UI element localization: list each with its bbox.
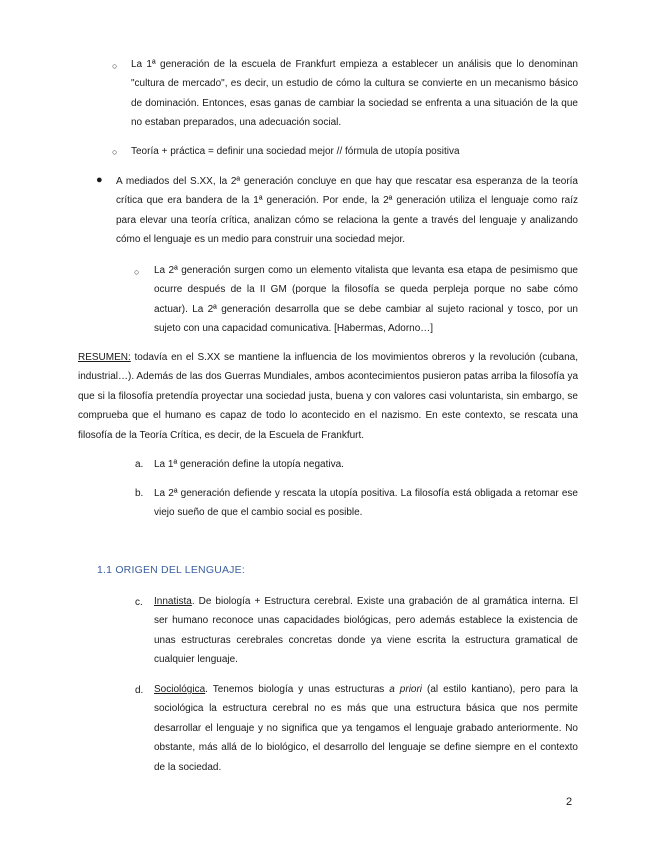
paragraph-text-2: (al estilo kantiano), pero para la sociológica la estructura cerebral no es más que una estructura básica que nos permite desarrollar el lenguaje y no significa que ya tengamos el lenguaje grabado anteriormente. No obstante, más allá de lo biológico, el desarrollo del lenguaje se define siempre en el contexto de la sociedad. xyxy=(154,684,578,773)
list-marker-b: b. xyxy=(135,488,144,499)
list-item-a xyxy=(154,455,578,474)
resumen-text: todavía en el S.XX se mantiene la influencia de los movimientos obreros y la revolución (cubana, industrial…). Además de las dos Guerras Mundiales, ambos acontecimientos pusieron patas arriba la filosofía ya que si la filosofía pretendía proyectar una sociedad justa, buena y con valores casi voluntarista, sin embargo, se comprueba que el humano es capaz de todo lo acontecido en el nazismo. En este contexto, se rescata una filosofía de la Teoría Crítica, es decir, de la Escuela de Frankfurt. xyxy=(78,352,578,441)
list-marker-c: c. xyxy=(135,597,143,608)
hollow-bullet-icon: ○ xyxy=(112,147,118,157)
sub-bullet-paragraph-1 xyxy=(131,55,578,133)
hollow-bullet-icon: ○ xyxy=(112,61,118,71)
sub-bullet-paragraph-3 xyxy=(154,261,578,339)
page-number: 2 xyxy=(566,796,573,808)
paragraph-text: La 1ª generación define la utopía negativa. xyxy=(154,459,344,470)
hollow-bullet-icon: ○ xyxy=(134,267,140,277)
list-item-b xyxy=(154,484,578,523)
section-heading: 1.1 ORIGEN DEL LENGUAJE: xyxy=(97,564,245,576)
resumen-paragraph xyxy=(78,348,578,445)
term-sociologica: Sociológica xyxy=(154,684,206,695)
paragraph-text-1: . Tenemos biología y unas estructuras xyxy=(205,684,390,695)
paragraph-text: . De biología + Estructura cerebral. Existe una grabación de al gramática interna. El ser humano reconoce unas capacidades biológicas, pero además establece la existencia de unas estructuras cerebrales concretas donde ya viene escrita la estructura gramatical de cualquier lenguaje. xyxy=(154,596,578,666)
italic-a-priori: a priori xyxy=(389,684,423,695)
list-marker-d: d. xyxy=(135,685,144,696)
filled-bullet-icon: ● xyxy=(96,174,103,186)
paragraph-text: La 2ª generación defiende y rescata la utopía positiva. La filosofía está obligada a retomar ese viejo sueño de que el cambio social es posible. xyxy=(154,488,578,519)
list-item-c xyxy=(154,592,578,670)
paragraph-text: Teoría + práctica = definir una sociedad mejor // fórmula de utopía positiva xyxy=(131,146,460,157)
sub-bullet-paragraph-2 xyxy=(131,142,578,161)
resumen-label: RESUMEN: xyxy=(78,352,131,363)
paragraph-text: A mediados del S.XX, la 2ª generación concluye en que hay que rescatar esa esperanza de la teoría crítica que era bandera de la 1ª generación. Por ende, la 2ª generación utiliza el lenguaje como raíz para elevar una teoría crítica, analizan cómo se relaciona la gente a través del lenguaje y analizando cómo el lenguaje es un medio para construir una sociedad mejor. xyxy=(116,176,578,246)
paragraph-text: La 2ª generación surgen como un elemento vitalista que levanta esa etapa de pesimismo que ocurre después de la II GM (porque la filosofía se queda perpleja porque no sabe cómo actuar). La 2ª generación desarrolla que se debe cambiar al sujeto racional y tosco, por un sujeto con una capacidad comunicativa. [Habermas, Adorno…] xyxy=(154,265,578,335)
bullet-paragraph xyxy=(116,172,578,250)
term-innatista: Innatista xyxy=(154,596,192,607)
list-marker-a: a. xyxy=(135,459,144,470)
list-item-d xyxy=(154,680,578,777)
paragraph-text: La 1ª generación de la escuela de Frankfurt empieza a establecer un análisis que lo denominan "cultura de mercado", es decir, un estudio de cómo la cultura se convierte en un mecanismo básico de dominación. Entonces, esas ganas de cambiar la sociedad se enfrenta a una situación de la que no estaban preparados, una adecuación social. xyxy=(131,59,578,129)
